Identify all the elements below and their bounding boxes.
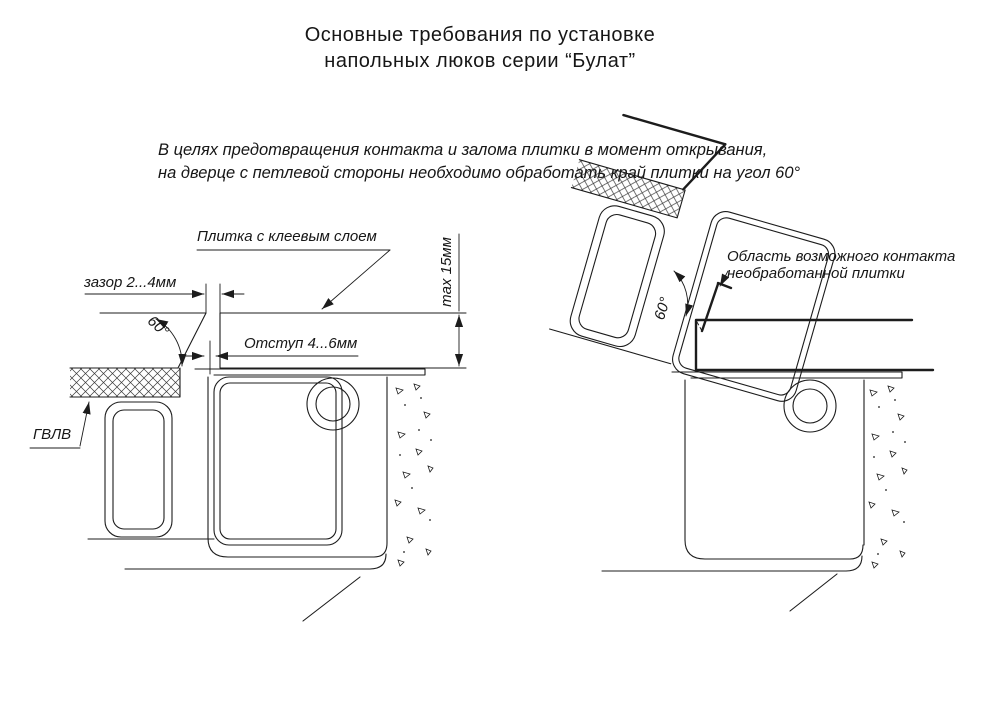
left-door-body <box>70 368 342 545</box>
contact-area-label-line1: Область возможного контакта <box>727 248 956 265</box>
tile-with-adhesive-label: Плитка с клеевым слоем <box>197 228 377 245</box>
installation-note-line2: на дверце с петлевой стороны необходимо обработать край плитки на угол 60° <box>158 164 801 182</box>
sheet-title-line1: Основные требования по установке <box>304 24 656 46</box>
right-hinge-pin <box>784 380 836 432</box>
contact-area-label <box>727 248 955 282</box>
left-angle-60-label: 60° <box>143 312 173 341</box>
right-dimensions <box>674 271 728 316</box>
sheet-title <box>150 22 810 74</box>
offset-dimension-label: Отступ 4...6мм <box>244 335 358 352</box>
left-frame <box>125 369 425 621</box>
max-height-label: max 15мм <box>438 237 455 307</box>
contact-corner <box>697 283 731 331</box>
sheet-title-line2: напольных люков серии “Булат” <box>324 50 636 72</box>
contact-area-label-line2: необработанной плитки <box>727 265 905 282</box>
right-angle-60-label: 60° <box>651 295 675 323</box>
right-door-body-tilted <box>531 160 841 405</box>
gap-dimension-label: зазор 2...4мм <box>84 274 177 291</box>
installation-note <box>158 139 958 185</box>
left-view-closed-hatch <box>30 234 466 621</box>
right-frame <box>602 372 902 611</box>
right-view-open-hatch <box>531 115 933 611</box>
installation-note-line1: В целях предотвращения контакта и залома плитки в момент открывания, <box>158 141 768 159</box>
gvl-board-label: ГВЛВ <box>33 426 72 443</box>
